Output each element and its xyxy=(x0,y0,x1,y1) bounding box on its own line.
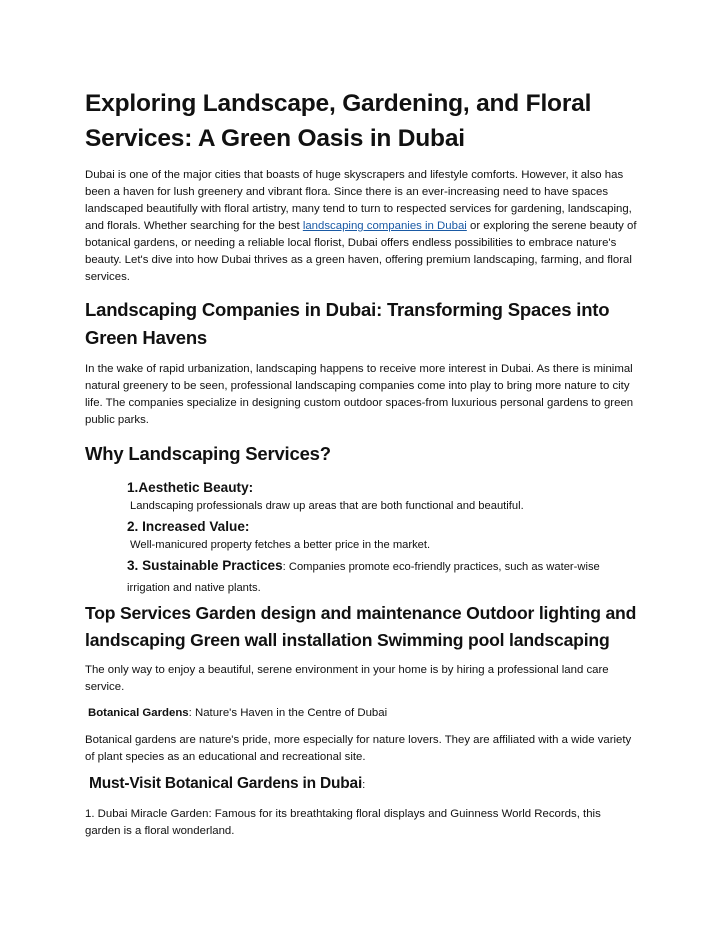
section-heading-must-visit xyxy=(89,772,641,797)
botanical-gardens-label: Botanical Gardens xyxy=(88,707,189,719)
benefit-text-sustainable: : Companies promote eco-friendly practices, such as water-wise irrigation and native plants. xyxy=(127,561,600,594)
benefit-title-aesthetic: 1.Aesthetic Beauty: xyxy=(127,480,254,495)
botanical-gardens-tagline: : Nature's Haven in the Centre of Dubai xyxy=(188,707,388,719)
section-heading-top-services: Top Services Garden design and maintenance Outdoor lighting and landscaping Green wall installation Swimming pool landscaping xyxy=(85,603,637,650)
must-visit-heading-suffix: : xyxy=(362,779,366,791)
botanical-gardens-line xyxy=(88,705,640,722)
landscaping-companies-paragraph: In the wake of rapid urbanization, landscaping happens to receive more interest in Dubai. As there is minimal natural greenery to be seen, professional landscaping companies come into play to bring more nature to city life. The companies specialize in designing custom outdoor spaces-from luxurious personal gardens to green public parks. xyxy=(85,363,634,426)
miracle-garden-item: 1. Dubai Miracle Garden: Famous for its breathtaking floral displays and Guinness World Records, this garden is a floral wonderland. xyxy=(85,808,601,837)
section-heading-landscaping-companies: Landscaping Companies in Dubai: Transforming Spaces into Green Havens xyxy=(85,299,610,348)
benefit-title-sustainable: 3. Sustainable Practices xyxy=(127,558,283,573)
intro-paragraph xyxy=(85,167,637,286)
section-heading-why-landscaping: Why Landscaping Services? xyxy=(85,443,331,464)
benefit-text-aesthetic: Landscaping professionals draw up areas that are both functional and beautiful. xyxy=(130,500,524,512)
intro-text-after: or exploring the serene beauty of botanical gardens, or needing a reliable local florist, Dubai offers endless possibilities to embrace nature's beauty. Let's dive into how Dubai thrives as a green haven, offering premium landscaping, farming, and floral services. xyxy=(85,220,637,283)
benefit-text-value: Well-manicured property fetches a better price in the market. xyxy=(130,539,431,551)
page-title: Exploring Landscape, Gardening, and Floral Services: A Green Oasis in Dubai xyxy=(85,90,592,152)
land-care-paragraph: The only way to enjoy a beautiful, serene environment in your home is by hiring a professional land care service. xyxy=(85,664,609,693)
botanical-gardens-paragraph: Botanical gardens are nature's pride, more especially for nature lovers. They are affiliated with a wide variety of plant species as an educational and recreational site. xyxy=(85,734,632,763)
landscaping-companies-link[interactable]: landscaping companies in Dubai xyxy=(302,220,467,232)
benefit-item-sustainable xyxy=(127,556,632,598)
must-visit-heading-text: Must-Visit Botanical Gardens in Dubai xyxy=(89,775,363,792)
benefit-title-value: 2. Increased Value: xyxy=(127,519,250,534)
intro-text-before: Dubai is one of the major cities that boasts of huge skyscrapers and lifestyle comforts. However, it also has been a haven for lush greenery and vibrant flora. Since there is an ever-increasing need to have spaces landscaped beautifully with floral artistry, many tend to turn to respected services for gardening, landscaping, and florals. Whether searching for the best xyxy=(85,169,632,232)
